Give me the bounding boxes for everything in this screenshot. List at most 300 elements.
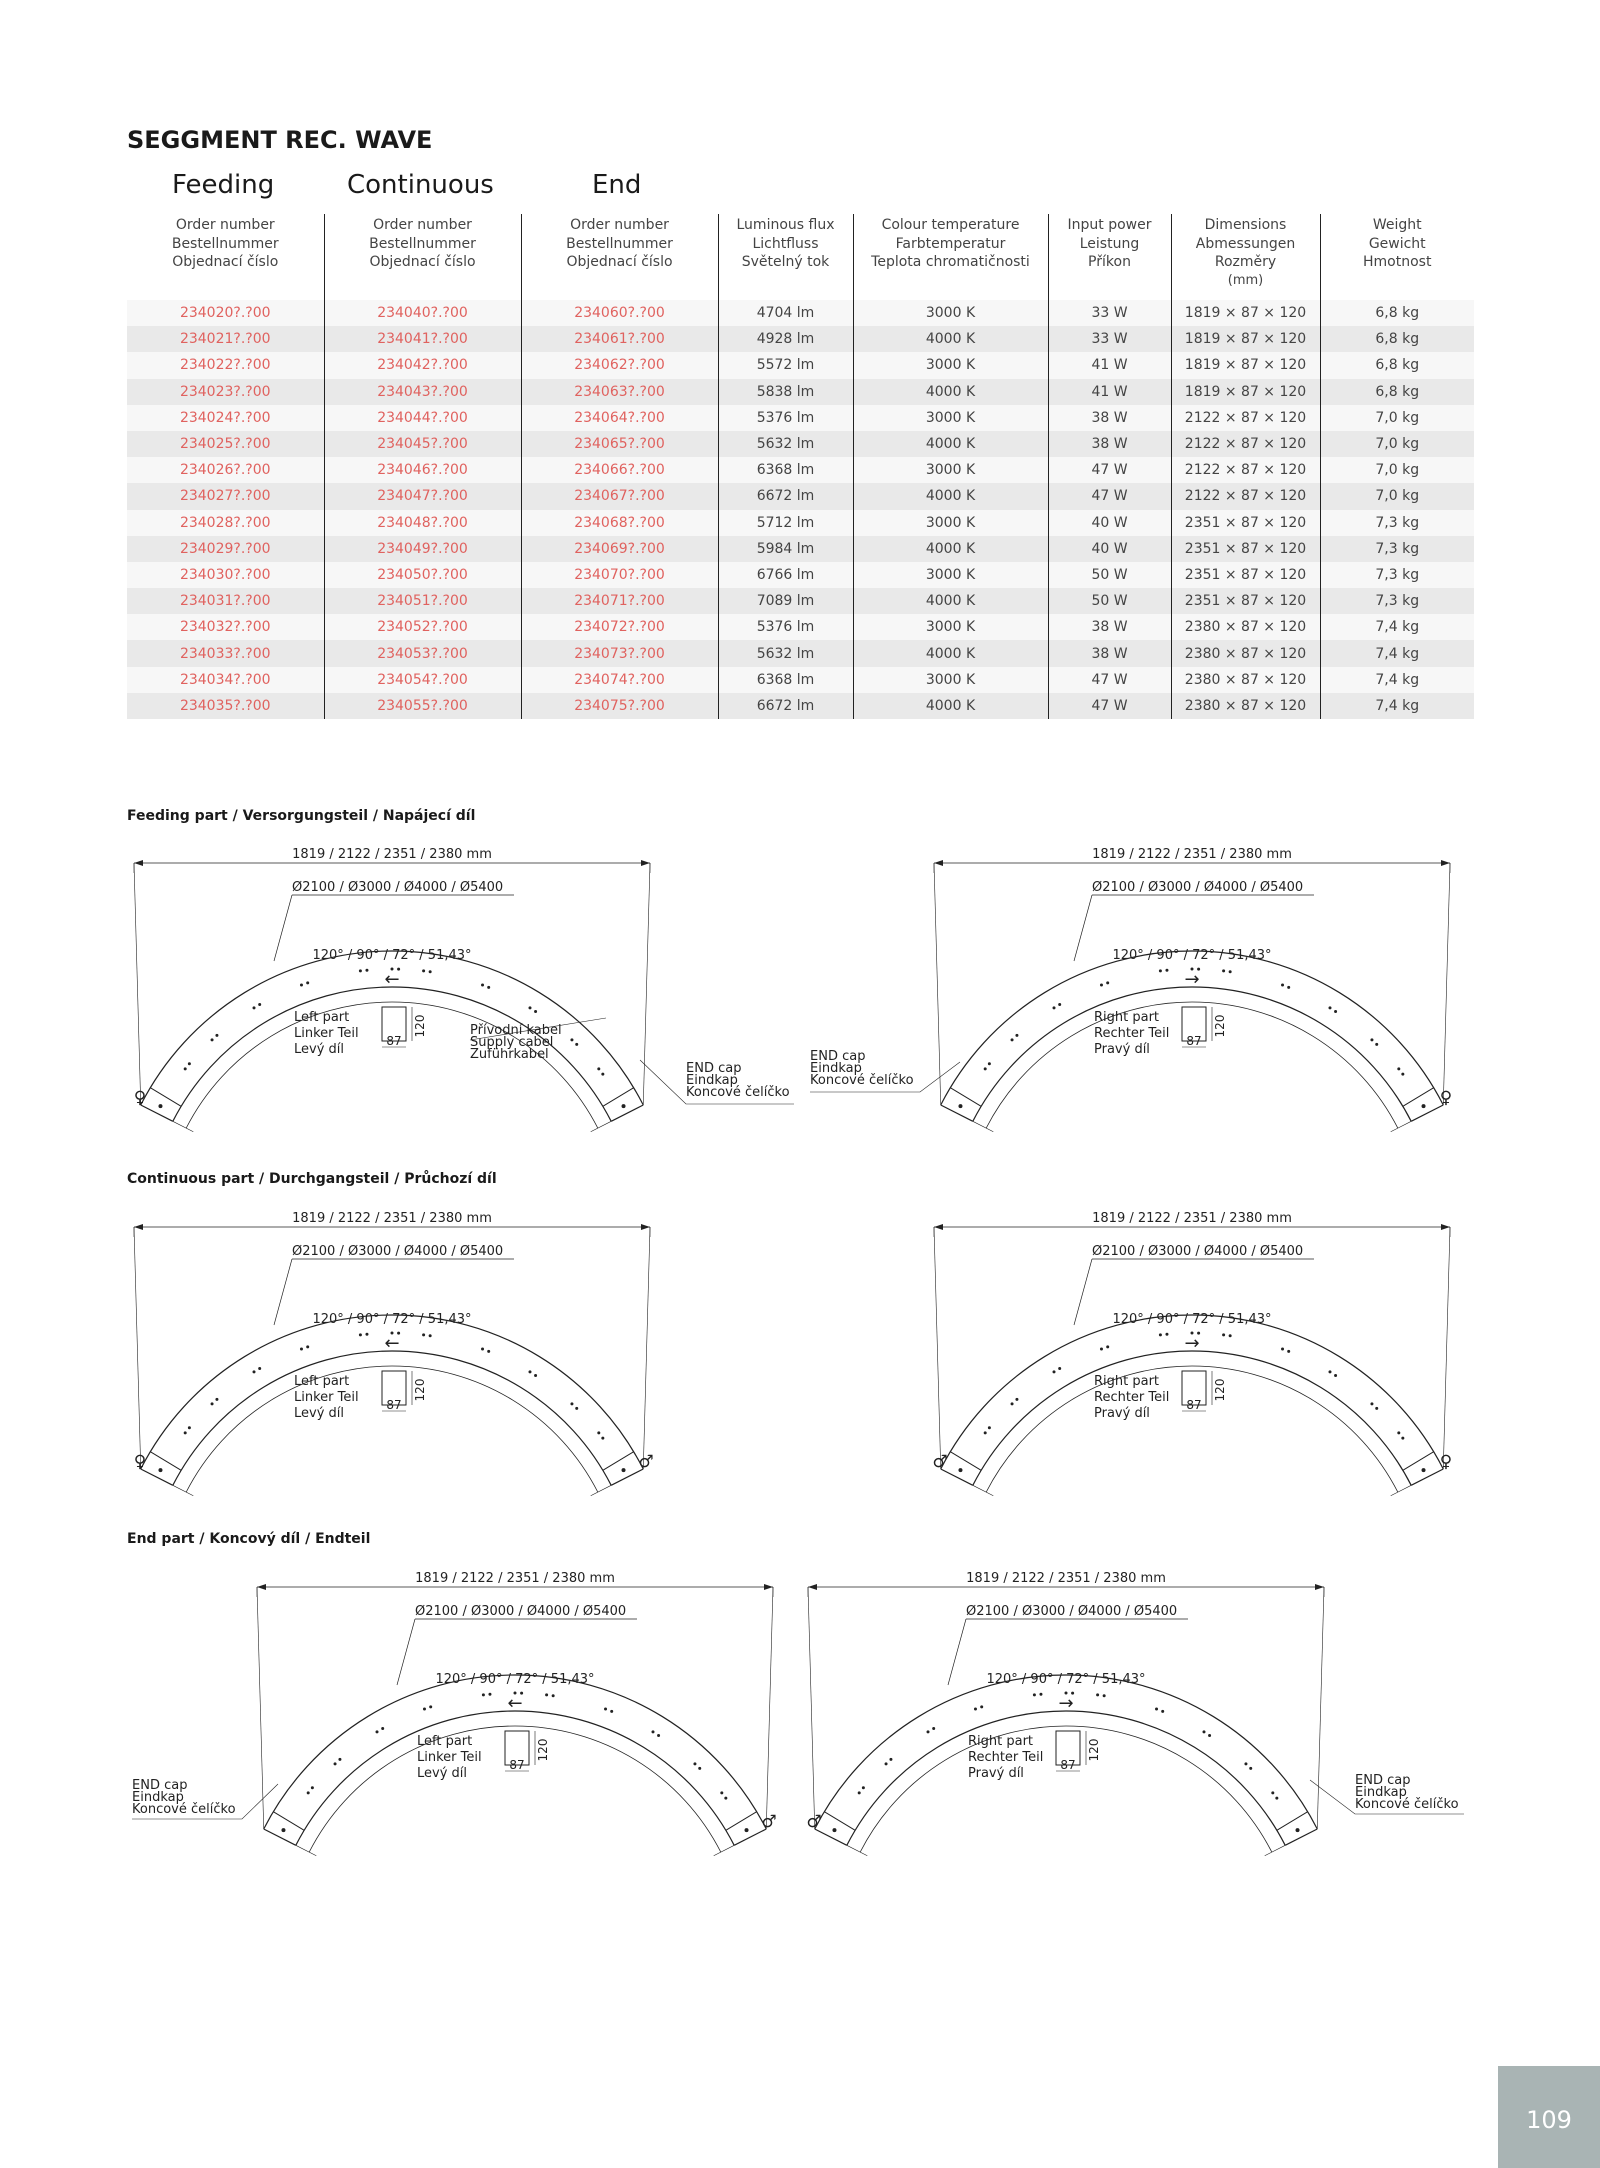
arc-angle-dimension bbox=[186, 1002, 598, 1128]
span-arrow-right bbox=[1441, 1224, 1450, 1230]
order-code-cell: 234054?.?00 bbox=[324, 667, 521, 693]
mounting-dot bbox=[528, 1370, 531, 1373]
header-line: (mm) bbox=[1227, 272, 1264, 288]
mounting-dot bbox=[575, 1043, 578, 1046]
header-line: Objednací číslo bbox=[172, 254, 279, 270]
table-cell: 4000 K bbox=[853, 536, 1048, 562]
table-cell: 3000 K bbox=[853, 562, 1048, 588]
order-code-cell: 234030?.?00 bbox=[127, 562, 324, 588]
mounting-dot bbox=[422, 969, 425, 972]
order-code-cell: 234049?.?00 bbox=[324, 536, 521, 562]
part-label: Pravý díl bbox=[1094, 1042, 1150, 1057]
mounting-dot bbox=[184, 1067, 187, 1070]
mounting-dot bbox=[1370, 1038, 1373, 1041]
mounting-dot bbox=[338, 1758, 341, 1761]
table-cell: 4000 K bbox=[853, 640, 1048, 666]
order-code-cell: 234075?.?00 bbox=[521, 693, 718, 719]
table-cell: 7,3 kg bbox=[1320, 588, 1474, 614]
mounting-dot bbox=[1275, 1797, 1278, 1800]
span-extension-right-arc bbox=[1443, 1227, 1450, 1469]
mounting-dot bbox=[307, 1791, 310, 1794]
order-code-cell: 234032?.?00 bbox=[127, 614, 324, 640]
mounting-dot bbox=[1375, 1407, 1378, 1410]
table-cell: 6,8 kg bbox=[1320, 379, 1474, 405]
part-label: Rechter Teil bbox=[1094, 1026, 1170, 1041]
table-cell: 2351 × 87 × 120 bbox=[1171, 562, 1320, 588]
end-cap-label: Eindkap bbox=[1355, 1785, 1407, 1800]
table-cell: 40 W bbox=[1048, 510, 1171, 536]
arc-end-cap-line bbox=[824, 1812, 855, 1831]
mounting-dot bbox=[1229, 970, 1232, 973]
table-cell: 1819 × 87 × 120 bbox=[1171, 379, 1320, 405]
mounting-dot bbox=[889, 1758, 892, 1761]
mounting-dot bbox=[1370, 1402, 1373, 1405]
order-code-cell: 234031?.?00 bbox=[127, 588, 324, 614]
table-cell: 47 W bbox=[1048, 457, 1171, 483]
table-cell: 5984 lm bbox=[718, 536, 853, 562]
table-cell: 50 W bbox=[1048, 562, 1171, 588]
order-code-cell: 234072?.?00 bbox=[521, 614, 718, 640]
mounting-dot bbox=[188, 1062, 191, 1065]
table-cell: 7,0 kg bbox=[1320, 457, 1474, 483]
mounting-dot bbox=[552, 1694, 555, 1697]
table-cell: 6368 lm bbox=[718, 457, 853, 483]
dim-width-label: 87 bbox=[1186, 1398, 1202, 1412]
order-code-cell: 234035?.?00 bbox=[127, 693, 324, 719]
dimension-extension-line bbox=[714, 1845, 734, 1855]
mounting-dot bbox=[311, 1786, 314, 1789]
end-cap-label: END cap bbox=[686, 1061, 742, 1076]
span-label: 1819 / 2122 / 2351 / 2380 mm bbox=[1092, 1211, 1292, 1226]
order-code-cell: 234065?.?00 bbox=[521, 431, 718, 457]
order-code-cell: 234067?.?00 bbox=[521, 483, 718, 509]
page-number-box bbox=[1498, 2066, 1600, 2168]
span-arrow-left bbox=[934, 860, 943, 866]
mounting-dot bbox=[481, 984, 484, 987]
mounting-dot bbox=[306, 981, 309, 984]
table-cell: 5572 lm bbox=[718, 352, 853, 378]
page-title: SEGGMENT REC. WAVE bbox=[127, 126, 433, 154]
header-line: Order number bbox=[175, 217, 275, 233]
dim-width-label: 87 bbox=[386, 1034, 402, 1048]
arc-end-dot bbox=[1422, 1468, 1426, 1472]
mounting-dot bbox=[1053, 1370, 1056, 1373]
header-line: Dimensions bbox=[1204, 217, 1287, 233]
section-title-feeding: Feeding part / Versorgungsteil / Napájecí díl bbox=[127, 808, 476, 824]
arc-end-dot bbox=[622, 1468, 626, 1472]
dim-height-label: 120 bbox=[413, 1014, 427, 1038]
part-label: Linker Teil bbox=[294, 1026, 359, 1041]
span-extension-left-arc bbox=[934, 863, 941, 1105]
order-code-cell: 234033?.?00 bbox=[127, 640, 324, 666]
mounting-dot bbox=[984, 1067, 987, 1070]
arc-end-face bbox=[1411, 1105, 1443, 1121]
mounting-dot bbox=[651, 1730, 654, 1733]
angle-label: 120° / 90° / 72° / 51,43° bbox=[986, 1672, 1146, 1687]
dimension-extension-line bbox=[296, 1845, 316, 1855]
mounting-dot bbox=[1334, 1374, 1337, 1377]
order-code-cell: 234047?.?00 bbox=[324, 483, 521, 509]
table-cell: 2380 × 87 × 120 bbox=[1171, 693, 1320, 719]
mounting-dot bbox=[300, 984, 303, 987]
page-number: 109 bbox=[1526, 2106, 1572, 2134]
direction-arrow-right-icon: → bbox=[1184, 969, 1200, 990]
table-cell: 3000 K bbox=[853, 352, 1048, 378]
part-label: Rechter Teil bbox=[968, 1750, 1044, 1765]
header-line: Rozměry bbox=[1214, 254, 1277, 270]
mounting-dot bbox=[720, 1791, 723, 1794]
header-line: Weight bbox=[1372, 217, 1422, 233]
table-cell: 33 W bbox=[1048, 326, 1171, 352]
table-cell: 4000 K bbox=[853, 379, 1048, 405]
table-cell: 4000 K bbox=[853, 326, 1048, 352]
mounting-dot bbox=[597, 1067, 600, 1070]
order-code-cell: 234062?.?00 bbox=[521, 352, 718, 378]
table-cell: 4928 lm bbox=[718, 326, 853, 352]
mounting-dot bbox=[1155, 1708, 1158, 1711]
mounting-dot bbox=[1397, 1431, 1400, 1434]
table-cell: 2122 × 87 × 120 bbox=[1171, 457, 1320, 483]
mounting-dot bbox=[1281, 1348, 1284, 1351]
arc-end-cap-line bbox=[1403, 1452, 1434, 1471]
span-arrow-right bbox=[641, 860, 650, 866]
end-cap-label: END cap bbox=[810, 1049, 866, 1064]
mounting-dot bbox=[1401, 1437, 1404, 1440]
span-extension-right-arc bbox=[643, 1227, 650, 1469]
mounting-dot bbox=[188, 1426, 191, 1429]
part-label: Pravý díl bbox=[1094, 1406, 1150, 1421]
mounting-dot bbox=[534, 1374, 537, 1377]
mounting-dot bbox=[570, 1402, 573, 1405]
arc-end-dot bbox=[158, 1104, 162, 1108]
table-cell: 6,8 kg bbox=[1320, 300, 1474, 326]
table-cell: 3000 K bbox=[853, 300, 1048, 326]
table-cell: 2122 × 87 × 120 bbox=[1171, 431, 1320, 457]
mounting-dot bbox=[1208, 1734, 1211, 1737]
span-extension-left-arc bbox=[134, 863, 141, 1105]
mounting-dot bbox=[1053, 1006, 1056, 1009]
table-cell: 2351 × 87 × 120 bbox=[1171, 588, 1320, 614]
table-cell: 7,3 kg bbox=[1320, 536, 1474, 562]
mounting-dot bbox=[698, 1767, 701, 1770]
arc-end-dot bbox=[281, 1828, 285, 1832]
mounting-dot bbox=[1100, 1348, 1103, 1351]
arc-end-dot bbox=[622, 1104, 626, 1108]
table-cell: 7,0 kg bbox=[1320, 405, 1474, 431]
dim-width-label: 87 bbox=[386, 1398, 402, 1412]
order-code-cell: 234034?.?00 bbox=[127, 667, 324, 693]
table-cell: 4000 K bbox=[853, 431, 1048, 457]
dimension-extension-line bbox=[847, 1845, 867, 1855]
end-cap-label: Eindkap bbox=[132, 1790, 184, 1805]
mounting-dot bbox=[258, 1367, 261, 1370]
mounting-dot bbox=[988, 1062, 991, 1065]
mounting-dot bbox=[1244, 1762, 1247, 1765]
table-cell: 33 W bbox=[1048, 300, 1171, 326]
mounting-dot bbox=[984, 1431, 987, 1434]
table-cell: 38 W bbox=[1048, 640, 1171, 666]
header-line: Order number bbox=[570, 217, 669, 233]
mounting-dot bbox=[1011, 1402, 1014, 1405]
table-cell: 38 W bbox=[1048, 405, 1171, 431]
mounting-dot bbox=[1165, 969, 1168, 972]
mounting-dot bbox=[1058, 1367, 1061, 1370]
diameter-label: Ø2100 / Ø3000 / Ø4000 / Ø5400 bbox=[1092, 880, 1304, 895]
span-extension-right-arc bbox=[766, 1587, 773, 1829]
direction-arrow-left-icon: ← bbox=[384, 969, 400, 990]
mounting-dot bbox=[184, 1431, 187, 1434]
mounting-dot bbox=[1287, 986, 1290, 989]
table-cell: 7,4 kg bbox=[1320, 667, 1474, 693]
table-cell: 1819 × 87 × 120 bbox=[1171, 300, 1320, 326]
male-connector-icon: ♂ bbox=[806, 1812, 822, 1832]
male-connector-icon: ♂ bbox=[638, 1452, 654, 1472]
mounting-dot bbox=[693, 1762, 696, 1765]
angle-label: 120° / 90° / 72° / 51,43° bbox=[312, 948, 472, 963]
part-label: Linker Teil bbox=[294, 1390, 359, 1405]
span-label: 1819 / 2122 / 2351 / 2380 mm bbox=[1092, 847, 1292, 862]
direction-arrow-left-icon: ← bbox=[507, 1693, 523, 1714]
header-line: Bestellnummer bbox=[566, 235, 673, 252]
mounting-dot bbox=[862, 1786, 865, 1789]
header-line: Objednací číslo bbox=[566, 254, 673, 270]
mounting-dot bbox=[253, 1006, 256, 1009]
female-connector-icon: ♀ bbox=[133, 1088, 147, 1108]
arc-angle-dimension bbox=[986, 1366, 1398, 1492]
dimension-extension-line bbox=[1391, 1121, 1411, 1131]
arc-end-face bbox=[1411, 1469, 1443, 1485]
mounting-dot bbox=[1287, 1350, 1290, 1353]
mounting-dot bbox=[604, 1708, 607, 1711]
mounting-dot bbox=[482, 1693, 485, 1696]
table-cell: 7,3 kg bbox=[1320, 510, 1474, 536]
table-cell: 41 W bbox=[1048, 352, 1171, 378]
mounting-dot bbox=[927, 1730, 930, 1733]
header-line: Teplota chromatičnosti bbox=[871, 254, 1030, 270]
arc-end-dot bbox=[958, 1104, 962, 1108]
order-code-cell: 234045?.?00 bbox=[324, 431, 521, 457]
dim-height-label: 120 bbox=[536, 1738, 550, 1762]
table-cell: 6766 lm bbox=[718, 562, 853, 588]
span-arrow-right bbox=[641, 1224, 650, 1230]
mounting-dot bbox=[300, 1348, 303, 1351]
header-line: Abmessungen bbox=[1195, 235, 1296, 252]
arc-angle-dimension bbox=[186, 1366, 598, 1492]
dim-width-label: 87 bbox=[1186, 1034, 1202, 1048]
mounting-dot bbox=[211, 1402, 214, 1405]
mounting-dot bbox=[885, 1762, 888, 1765]
table-cell: 4000 K bbox=[853, 588, 1048, 614]
header-line: Order number bbox=[373, 217, 472, 233]
table-cell: 41 W bbox=[1048, 379, 1171, 405]
mounting-dot bbox=[1106, 1345, 1109, 1348]
order-code-cell: 234046?.?00 bbox=[324, 457, 521, 483]
span-arrow-left bbox=[808, 1584, 817, 1590]
table-cell: 5376 lm bbox=[718, 405, 853, 431]
span-extension-right-arc bbox=[1443, 863, 1450, 1105]
arc-end-dot bbox=[958, 1468, 962, 1472]
part-label: Right part bbox=[1094, 1010, 1160, 1025]
table-cell: 7,3 kg bbox=[1320, 562, 1474, 588]
order-code-cell: 234020?.?00 bbox=[127, 300, 324, 326]
part-label: Levý díl bbox=[294, 1042, 345, 1057]
order-code-cell: 234052?.?00 bbox=[324, 614, 521, 640]
mounting-dot bbox=[423, 1708, 426, 1711]
supply-cable-label: Supply cabel bbox=[470, 1035, 554, 1050]
table-cell: 2351 × 87 × 120 bbox=[1171, 510, 1320, 536]
table-cell: 2122 × 87 × 120 bbox=[1171, 405, 1320, 431]
table-cell: 38 W bbox=[1048, 614, 1171, 640]
mounting-dot bbox=[306, 1345, 309, 1348]
arc-end-cap-line bbox=[1403, 1088, 1434, 1107]
part-label: Left part bbox=[294, 1374, 350, 1389]
table-cell: 7,0 kg bbox=[1320, 483, 1474, 509]
end-cap-label: END cap bbox=[1355, 1773, 1411, 1788]
dimension-extension-line bbox=[591, 1121, 611, 1131]
dimension-extension-line bbox=[1265, 1845, 1285, 1855]
order-code-cell: 234042?.?00 bbox=[324, 352, 521, 378]
table-cell: 50 W bbox=[1048, 588, 1171, 614]
mounting-dot bbox=[724, 1797, 727, 1800]
arc-end-cap-line bbox=[1277, 1812, 1308, 1831]
end-cap-label: Koncové čelíčko bbox=[132, 1802, 236, 1817]
mounting-dot bbox=[215, 1034, 218, 1037]
order-code-cell: 234069?.?00 bbox=[521, 536, 718, 562]
end-cap-label: END cap bbox=[132, 1778, 188, 1793]
table-cell: 47 W bbox=[1048, 483, 1171, 509]
mounting-dot bbox=[1096, 1693, 1099, 1696]
span-label: 1819 / 2122 / 2351 / 2380 mm bbox=[415, 1571, 615, 1586]
table-cell: 3000 K bbox=[853, 667, 1048, 693]
mounting-dot bbox=[575, 1407, 578, 1410]
span-arrow-right bbox=[1315, 1584, 1324, 1590]
female-connector-icon: ♀ bbox=[133, 1452, 147, 1472]
feeding-right-drawing bbox=[810, 847, 1452, 1132]
table-cell: 7,4 kg bbox=[1320, 693, 1474, 719]
table-cell: 4704 lm bbox=[718, 300, 853, 326]
arc-end-face bbox=[264, 1829, 296, 1845]
mounting-dot bbox=[1165, 1333, 1168, 1336]
order-code-cell: 234064?.?00 bbox=[521, 405, 718, 431]
table-cell: 47 W bbox=[1048, 693, 1171, 719]
arc-angle-dimension bbox=[860, 1726, 1272, 1852]
dim-height-label: 120 bbox=[1087, 1738, 1101, 1762]
mounting-dot bbox=[365, 969, 368, 972]
table-cell: 47 W bbox=[1048, 667, 1171, 693]
arc-end-dot bbox=[1296, 1828, 1300, 1832]
mounting-dot bbox=[487, 986, 490, 989]
order-code-cell: 234068?.?00 bbox=[521, 510, 718, 536]
arc-angle-dimension bbox=[309, 1726, 721, 1852]
diameter-label: Ø2100 / Ø3000 / Ø4000 / Ø5400 bbox=[292, 880, 504, 895]
mounting-dot bbox=[597, 1431, 600, 1434]
angle-label: 120° / 90° / 72° / 51,43° bbox=[1112, 948, 1272, 963]
dimension-extension-line bbox=[173, 1485, 193, 1495]
table-cell: 38 W bbox=[1048, 431, 1171, 457]
order-code-cell: 234025?.?00 bbox=[127, 431, 324, 457]
mounting-dot bbox=[1328, 1006, 1331, 1009]
header-line: Leistung bbox=[1079, 235, 1140, 252]
dimension-extension-line bbox=[973, 1121, 993, 1131]
diameter-label: Ø2100 / Ø3000 / Ø4000 / Ø5400 bbox=[966, 1604, 1178, 1619]
dim-width-label: 87 bbox=[1060, 1758, 1076, 1772]
arc-end-cap-line bbox=[150, 1452, 181, 1471]
mounting-dot bbox=[1011, 1038, 1014, 1041]
mounting-dot bbox=[1375, 1043, 1378, 1046]
order-code-cell: 234060?.?00 bbox=[521, 300, 718, 326]
order-code-cell: 234028?.?00 bbox=[127, 510, 324, 536]
female-connector-icon: ♀ bbox=[1439, 1088, 1453, 1108]
mounting-dot bbox=[359, 1333, 362, 1336]
direction-arrow-right-icon: → bbox=[1184, 1333, 1200, 1354]
mounting-dot bbox=[1159, 969, 1162, 972]
table-cell: 3000 K bbox=[853, 405, 1048, 431]
table-cell: 1819 × 87 × 120 bbox=[1171, 352, 1320, 378]
header-line: Farbtemperatur bbox=[895, 235, 1006, 252]
mounting-dot bbox=[974, 1708, 977, 1711]
order-code-cell: 234050?.?00 bbox=[324, 562, 521, 588]
span-label: 1819 / 2122 / 2351 / 2380 mm bbox=[292, 847, 492, 862]
span-label: 1819 / 2122 / 2351 / 2380 mm bbox=[966, 1571, 1166, 1586]
dimension-extension-line bbox=[973, 1485, 993, 1495]
order-code-cell: 234061?.?00 bbox=[521, 326, 718, 352]
mounting-dot bbox=[429, 1705, 432, 1708]
order-code-cell: 234024?.?00 bbox=[127, 405, 324, 431]
table-cell: 3000 K bbox=[853, 614, 1048, 640]
part-label: Rechter Teil bbox=[1094, 1390, 1170, 1405]
order-code-cell: 234022?.?00 bbox=[127, 352, 324, 378]
direction-arrow-left-icon: ← bbox=[384, 1333, 400, 1354]
mounting-dot bbox=[570, 1038, 573, 1041]
mounting-dot bbox=[1015, 1034, 1018, 1037]
header-line: Objednací číslo bbox=[369, 254, 476, 270]
continuous-right-drawing bbox=[932, 1211, 1452, 1496]
mounting-dot bbox=[858, 1791, 861, 1794]
dimension-extension-line bbox=[591, 1485, 611, 1495]
mounting-dot bbox=[1281, 984, 1284, 987]
mounting-dot bbox=[381, 1727, 384, 1730]
table-cell: 5376 lm bbox=[718, 614, 853, 640]
order-code-cell: 234070?.?00 bbox=[521, 562, 718, 588]
order-code-cell: 234040?.?00 bbox=[324, 300, 521, 326]
table-cell: 2122 × 87 × 120 bbox=[1171, 483, 1320, 509]
mounting-dot bbox=[1334, 1010, 1337, 1013]
table-cell: 5712 lm bbox=[718, 510, 853, 536]
mounting-dot bbox=[422, 1333, 425, 1336]
dim-height-label: 120 bbox=[413, 1378, 427, 1402]
span-extension-right-arc bbox=[1317, 1587, 1324, 1829]
mounting-dot bbox=[1202, 1730, 1205, 1733]
mounting-dot bbox=[1249, 1767, 1252, 1770]
mounting-dot bbox=[376, 1730, 379, 1733]
end-cap-label: Koncové čelíčko bbox=[1355, 1797, 1459, 1812]
mounting-dot bbox=[1161, 1710, 1164, 1713]
header-line: Světelný tok bbox=[741, 254, 830, 270]
header-line: Lichtfluss bbox=[752, 235, 819, 252]
dimension-extension-line bbox=[173, 1121, 193, 1131]
header-line: Bestellnummer bbox=[171, 235, 279, 252]
span-extension-left-arc bbox=[134, 1227, 141, 1469]
span-arrow-left bbox=[934, 1224, 943, 1230]
span-arrow-right bbox=[1441, 860, 1450, 866]
order-code-cell: 234073?.?00 bbox=[521, 640, 718, 666]
part-label: Left part bbox=[417, 1734, 473, 1749]
order-code-cell: 234026?.?00 bbox=[127, 457, 324, 483]
table-cell: 7,4 kg bbox=[1320, 614, 1474, 640]
header-line: Bestellnummer bbox=[369, 235, 476, 252]
mounting-dot bbox=[215, 1398, 218, 1401]
order-code-cell: 234063?.?00 bbox=[521, 379, 718, 405]
